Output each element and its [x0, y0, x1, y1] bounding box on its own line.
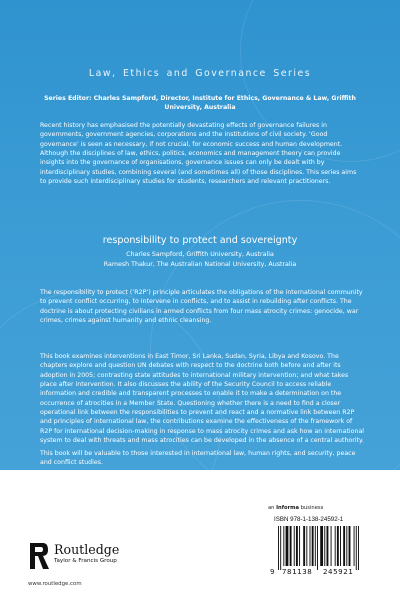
author-line-2: Ramesh Thakur, The Australian National University, Australia: [103, 261, 297, 268]
barcode-bar: [354, 526, 355, 566]
barcode-bar: [343, 526, 345, 566]
barcode-bar: [306, 526, 307, 566]
series-editor: Series Editor: Charles Sampford, Director, Institute for Ethics, Governance & Law, Griffith University, Australia: [44, 95, 356, 111]
barcode-bar: [299, 526, 300, 566]
barcode-bars: [278, 526, 364, 570]
barcode-bar: [312, 526, 314, 566]
barcode-bar: [335, 526, 336, 566]
barcode-bar: [356, 526, 357, 570]
barcode-bar: [358, 526, 359, 570]
barcode-bar: [346, 526, 347, 566]
barcode-bar: [290, 526, 292, 566]
series-title: Law, Ethics and Governance Series: [88, 68, 312, 79]
informa-prefix: an: [268, 505, 275, 511]
blurb-paragraph-r2p: The responsibility to protect (‘R2P’) principle articulates the obligations of the international community to prevent conflict occurring, to intervene in conflicts, and to assist in rebuilding after conflicts. The doctrine is about protecting civilians in armed conflicts from four mass atrocity crimes: genocide, war crimes, crimes against humanity and ethnic cleansing.: [40, 289, 363, 325]
publisher-group: Taylor & Francis Group: [54, 558, 117, 564]
informa-suffix: business: [300, 505, 324, 511]
barcode-bar: [340, 526, 341, 566]
barcode-digits-right: 245921: [323, 567, 354, 576]
routledge-logo-icon: [28, 541, 50, 571]
barcode-bar: [294, 526, 295, 566]
barcode-bar: [317, 526, 318, 570]
barcode-bar: [278, 526, 279, 570]
barcode-bar: [283, 526, 284, 566]
barcode-bar: [303, 526, 305, 566]
barcode-bar: [315, 526, 316, 566]
isbn-label: ISBN 978-1-138-24592-1: [274, 516, 344, 523]
barcode-bar: [337, 526, 339, 566]
blurb-paragraph-examines: This book examines interventions in East Timor, Sri Lanka, Sudan, Syria, Libya and Kosovo. The chapters explore and question UN debates with respect to the doctrine both before and after its adoption in 2005; contrasting state attitudes to international military intervention; and what takes place after intervention. It also discusses the ability of the Security Council to access reliable information and credible and transparent processes to enable it to make a determination on the occurrence of atrocities in a Member State. Questioning whether there is a need to find a closer operational link between the responsibilities to prevent and react and a normative link between R2P and principles of international law, the contributions examine the effectiveness of the framework of R2P for international decision-making in response to mass atrocity crimes and ask how an international system to deal with threats and mass atrocities can be developed in the absence of a central authority.: [40, 353, 365, 445]
barcode-bar: [324, 526, 325, 566]
barcode-digit-lead: 9: [270, 567, 275, 576]
barcode-bar: [327, 526, 329, 566]
barcode-bar: [320, 526, 323, 566]
publisher-name: Routledge: [54, 542, 120, 557]
barcode-bar: [331, 526, 332, 566]
informa-business-mark: [268, 505, 323, 511]
barcode-digits-left: 781138: [282, 567, 313, 576]
series-description: Recent history has emphasised the potentially devastating effects of governance failures in governments, government agencies, corporations and the institutions of civil society. ‘Good governance’ is seen as necessary, if not crucial, for economic success and human development. Although the disciplines of law, ethics, politics, economics and management theory can provide insights into the governance of organisations, governance issues can only be dealt with by interdisciplinary studies, combining several (and sometimes all) of those disciplines. This series aims to provide such interdisciplinary studies for students, researchers and relevant practitioners.: [40, 122, 357, 186]
publisher-url[interactable]: www.routledge.com: [28, 581, 82, 587]
barcode-bar: [310, 526, 311, 566]
informa-name: Informa: [276, 505, 300, 511]
barcode: [270, 526, 370, 576]
barcode-bar: [296, 526, 298, 566]
blurb-paragraph-audience: This book will be valuable to those interested in international law, human rights, and security, peace and conflict studies.: [40, 450, 356, 467]
author-line-1: Charles Sampford, Griffith University, Australia: [126, 251, 274, 258]
book-title: responsibility to protect and sovereignty: [102, 235, 298, 246]
barcode-bar: [349, 526, 351, 566]
barcode-bar: [286, 526, 289, 566]
barcode-bar: [280, 526, 281, 570]
